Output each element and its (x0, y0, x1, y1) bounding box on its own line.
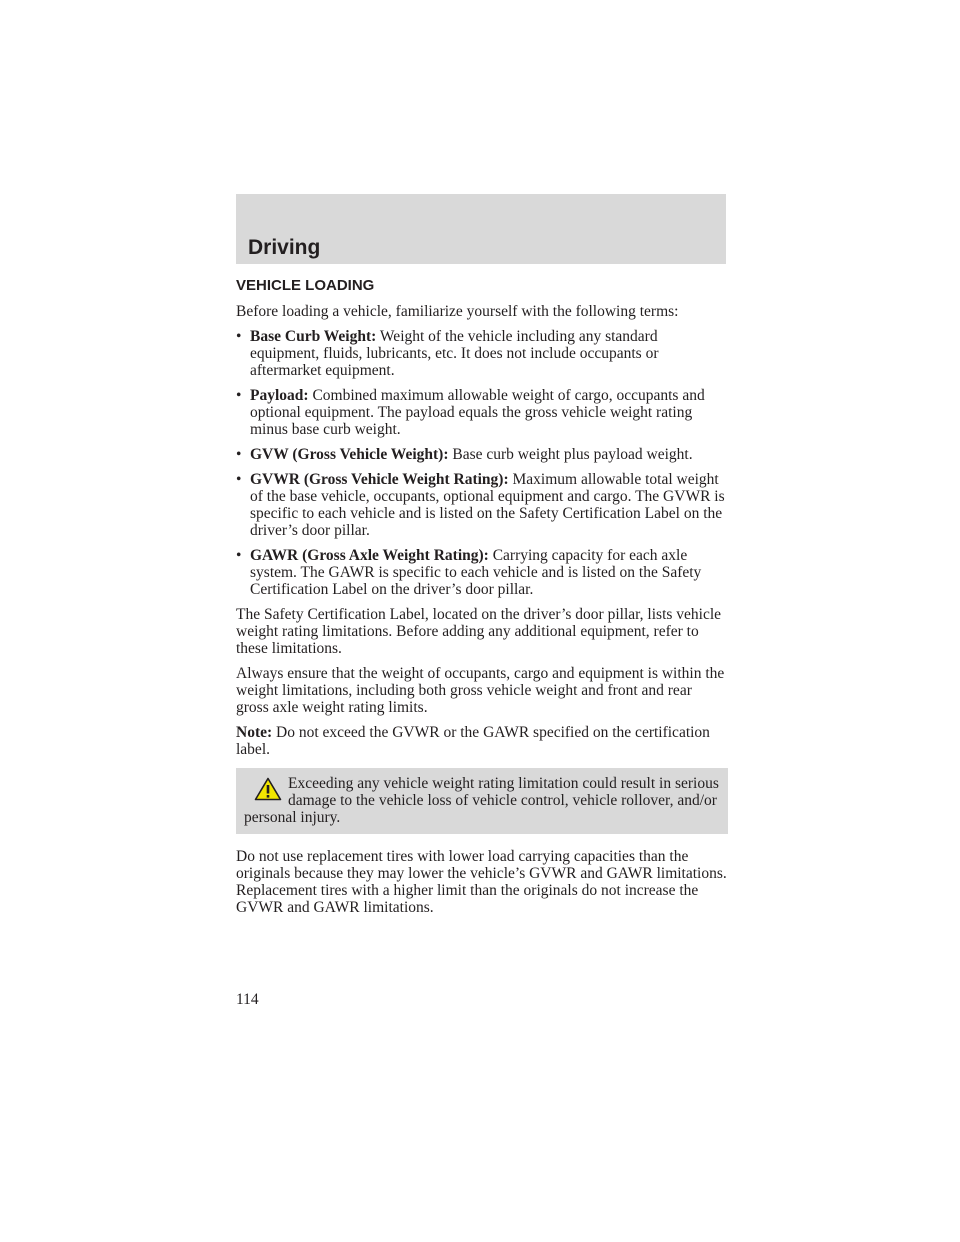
term-definition: Base curb weight plus payload weight. (452, 446, 693, 463)
list-item (236, 446, 728, 463)
term-label: Payload: (250, 387, 309, 404)
term-definition: Combined maximum allowable weight of cargo, occupants and optional equipment. The payload equals the gross vehicle weight rating minus base curb weight. (250, 387, 705, 438)
bullet: • (236, 328, 242, 345)
list-item (236, 328, 728, 379)
warning-triangle-icon (254, 777, 282, 801)
term-label: Base Curb Weight: (250, 328, 377, 345)
bullet: • (236, 446, 242, 463)
note-text: Do not exceed the GVWR or the GAWR specified on the certification label. (236, 724, 710, 758)
term-label: GVW (Gross Vehicle Weight): (250, 446, 449, 463)
intro-paragraph: Before loading a vehicle, familiarize yourself with the following terms: (236, 303, 679, 320)
section-header (236, 194, 726, 264)
term-definition: Maximum allowable total weight of the base vehicle, occupants, optional equipment and cargo. The GVWR is specific to each vehicle and is listed on the Safety Certification Label on the driver’s door pillar. (250, 471, 725, 539)
header-title: Driving (248, 236, 321, 259)
terms-list (236, 328, 728, 598)
label-paragraph: The Safety Certification Label, located on the driver’s door pillar, lists vehicle weight rating limitations. Before adding any additional equipment, refer to these limitations. (236, 606, 722, 657)
list-item (236, 547, 728, 598)
warning-text: Exceeding any vehicle weight rating limitation could result in serious damage to the vehicle loss of vehicle control, vehicle rollover, and/or personal injury. (244, 775, 719, 826)
section-title: VEHICLE LOADING (236, 277, 375, 294)
list-item (236, 471, 728, 539)
term-label: GAWR (Gross Axle Weight Rating): (250, 547, 489, 564)
term-definition: Weight of the vehicle including any standard equipment, fluids, lubricants, etc. It does not include occupants or aftermarket equipment. (250, 328, 659, 379)
note-paragraph (236, 724, 728, 758)
term-label: GVWR (Gross Vehicle Weight Rating): (250, 471, 509, 488)
page-number: 114 (236, 991, 259, 1008)
bullet: • (236, 387, 242, 404)
bullet: • (236, 547, 242, 564)
term-definition: Carrying capacity for each axle system. The GAWR is specific to each vehicle and is listed on the Safety Certification Label on the driver’s door pillar. (250, 547, 702, 598)
ensure-paragraph: Always ensure that the weight of occupants, cargo and equipment is within the weight limitations, including both gross vehicle weight and front and rear gross axle weight rating limits. (236, 665, 725, 716)
bullet: • (236, 471, 242, 488)
tires-paragraph: Do not use replacement tires with lower load carrying capacities than the originals because they may lower the vehicle’s GVWR and GAWR limitations. Replacement tires with a higher limit than the originals do not increase the GVWR and GAWR limitations. (236, 848, 727, 916)
note-label: Note: (236, 724, 273, 741)
page-content (236, 277, 728, 924)
warning-box (236, 768, 728, 834)
list-item (236, 387, 728, 438)
